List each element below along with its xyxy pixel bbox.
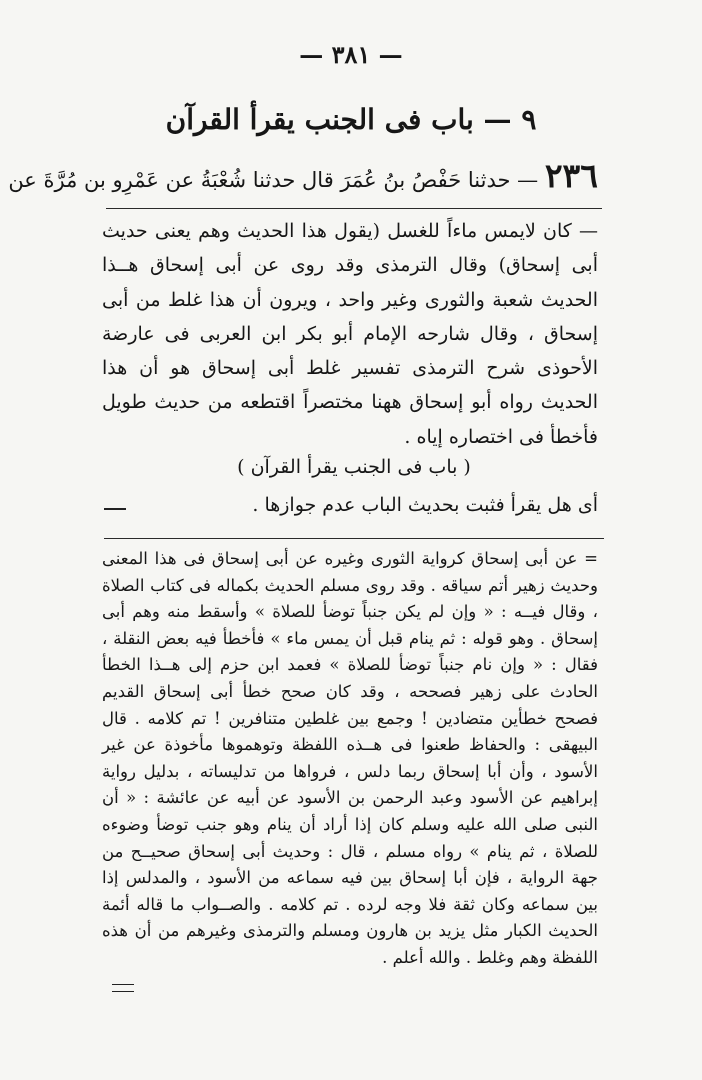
- footnote-divider: [104, 538, 604, 539]
- footnote-paragraph: = عن أبى إسحاق كرواية الثورى وغيره عن أبى إسحاق فى هذا المعنى وحديث زهير أتم سياقه . وقد روى مسلم الحديث بكماله فى كتاب الصلاة ، وقال فيــه : « وإن لم يكن جنباً توضأ للصلاة » وأسقط منه وهم أبى إسحاق . وهو قوله : ثم ينام قبل أن يمس ماء » فأخطأ فيه بعض النقلة ، فقال : « وإن نام جنباً توضأ للصلاة » فعمد ابن حزم إلى هــذا الخطأ الحادث على زهير فصححه ، وقد كان صحح خطأ أبى إسحاق القديم فصحح خطأين متضادين ! وجمع بين غلطين متنافرين ! تم كلامه . قال البيهقى : والحفاظ طعنوا فى هــذه اللفظة وتوهموها مأخوذة عن غير الأسود ، وأن أبا إسحاق ربما دلس ، فرواها من تدليساته ، بدليل رواية إبراهيم عن الأسود وعبد الرحمن بن الأسود عن أبيه عن عائشة : « أن النبى صلى الله عليه وسلم كان إذا أراد أن ينام وهو جنب توضأ وضوءه للصلاة ، ثم ينام » رواه مسلم ، قال : وحديث أبى إسحاق صحيــح من جهة الرواية ، فإن أبا إسحاق بين فيه سماعه من الأسود ، والمدلس إذا بين سماعه وكان ثقة فلا وجه لرده . تم كلامه . والصــواب ما قاله أئمة الحديث الكبار مثل يزيد بن هارون ومسلم والترمذى وغيرهم من أن هذه اللفظة وهم وغلط . والله أعلم .: [102, 549, 598, 967]
- hadith-number: ٢٣٦: [544, 156, 598, 195]
- chapter-heading: ٩ — باب فى الجنب يقرأ القرآن: [165, 103, 537, 136]
- continuation-mark: [112, 984, 134, 992]
- page-number: — ٣٨١ —: [299, 40, 403, 69]
- top-divider: [106, 208, 602, 209]
- commentary-paragraph: — كان لايمس ماءاً للغسل (يقول هذا الحديث وهم يعنى حديث أبى إسحاق) وقال الترمذى وقد روى عن أبى إسحاق هــذا الحديث شعبة والثورى وغير واحد ، ويرون أن هذا غلط من أبى إسحاق ، وقال شارحه الإمام أبو بكر ابن العربى فى عارضة الأحوذى شرح الترمذى تفسير غلط أبى إسحاق هو أن هذا الحديث رواه أبو إسحاق ههنا مختصراً اقتطعه من حديث طويل فأخطأ فى اختصاره إياه .: [102, 220, 598, 448]
- section-question: أى هل يقرأ فثبت بحديث الباب عدم جوازها .: [252, 494, 598, 516]
- hadith-chain-text: — حدثنا حَفْصُ بنُ عُمَرَ قال حدثنا شُعْبَةُ عن عَمْرِو بن مُرَّةَ عن: [8, 168, 539, 192]
- section-subheading: ( باب فى الجنب يقرأ القرآن ): [237, 456, 471, 478]
- hadith-header: [8, 154, 598, 202]
- dash-mark: [104, 508, 126, 510]
